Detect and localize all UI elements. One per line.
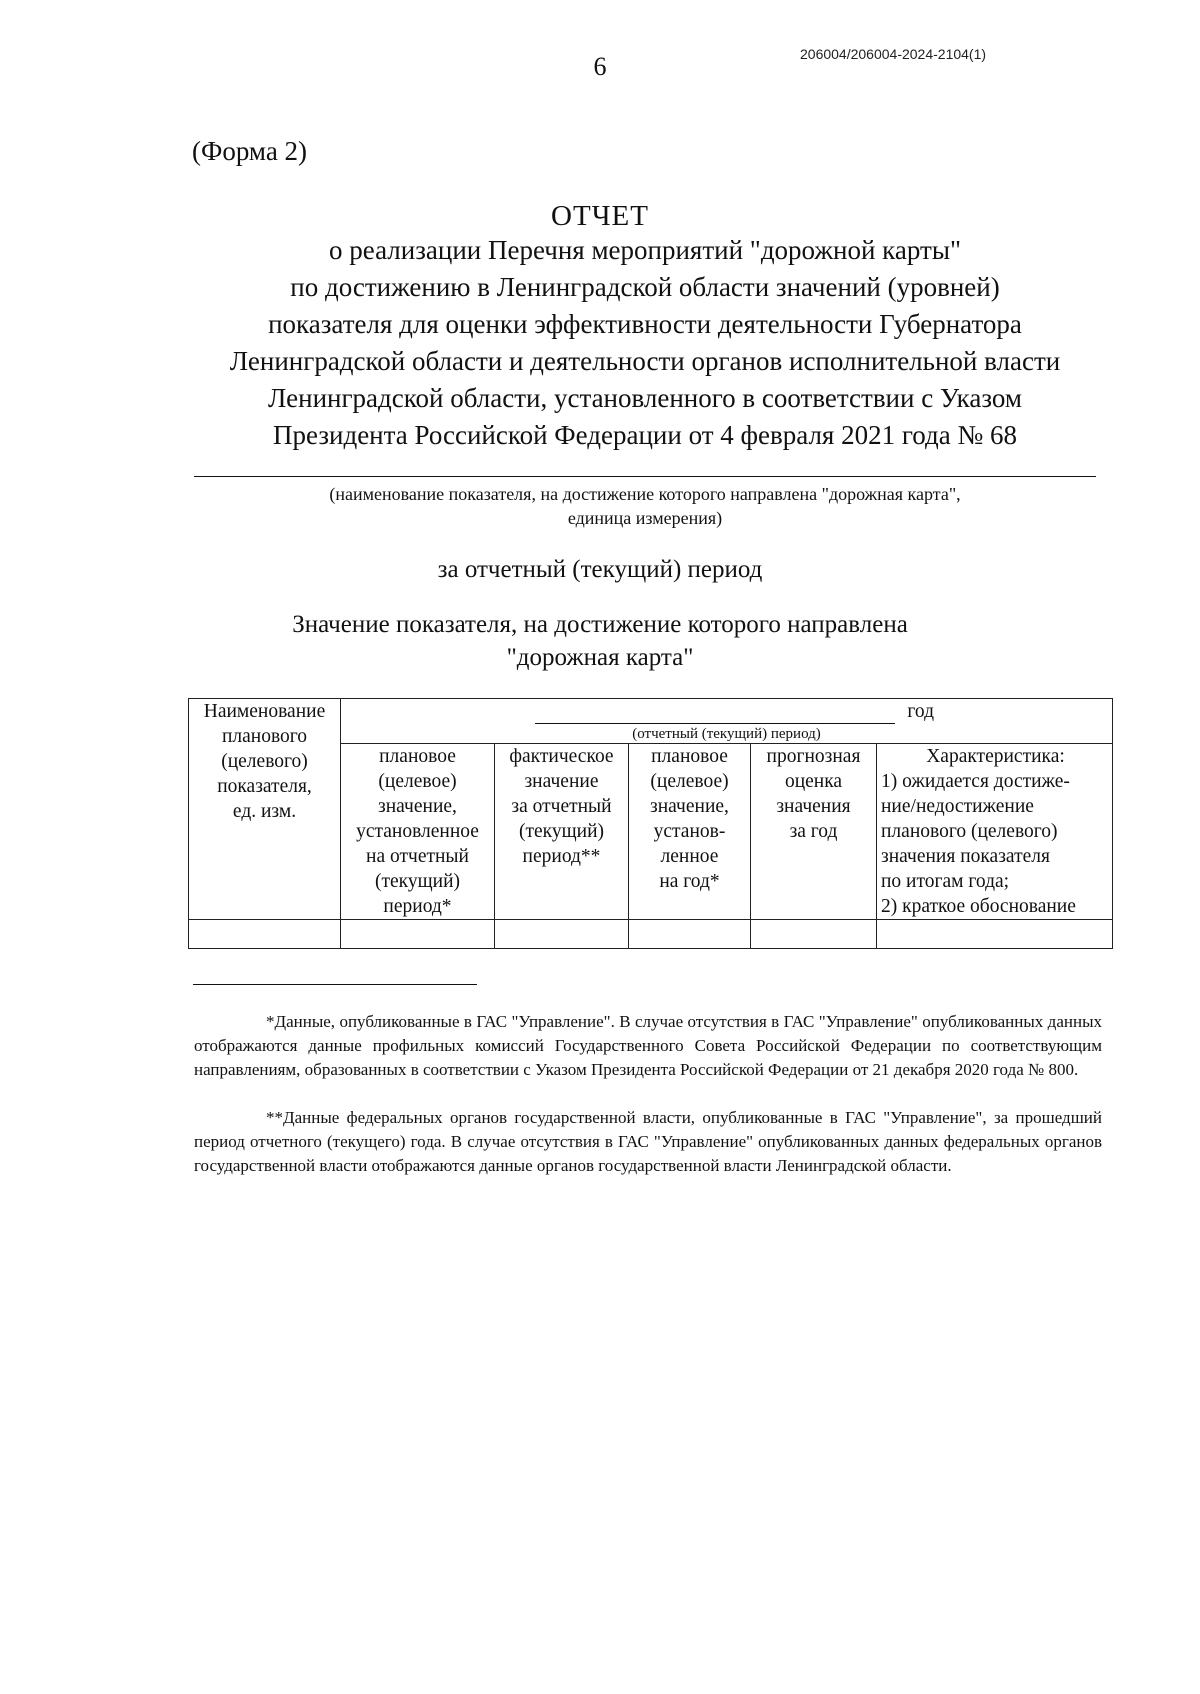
header-cell-forecast: прогнозная оценка значения за год bbox=[751, 744, 877, 920]
caption-line: единица измерения) bbox=[567, 508, 723, 528]
indicator-caption bbox=[194, 482, 1096, 530]
table-cell bbox=[751, 920, 877, 949]
subtitle-line: Ленинградской области и деятельности органов исполнительной власти bbox=[229, 346, 1061, 376]
table-row bbox=[189, 699, 1113, 726]
header-cell-characteristic: Характеристика: 1) ожидается достиже- ние/недостижение планового (целевого) значения показателя по итогам года; 2) краткое обоснование bbox=[877, 744, 1113, 920]
subtitle-line: по достижению в Ленинградской области значений (уровней) bbox=[290, 272, 1000, 302]
value-heading-line: "дорожная карта" bbox=[506, 644, 694, 671]
report-title: ОТЧЕТ bbox=[551, 200, 649, 232]
header-cell-period-caption: (отчетный (текущий) период) bbox=[341, 725, 1113, 744]
header-cell-plan-year: плановое (целевое) значение, установ- ленное на год* bbox=[629, 744, 751, 920]
table-cell bbox=[877, 920, 1113, 949]
header-cell-plan-period: плановое (целевое) значение, установленное на отчетный (текущий) период* bbox=[341, 744, 495, 920]
subtitle-line: о реализации Перечня мероприятий "дорожной карты" bbox=[329, 235, 961, 265]
document-number: 206004/206004-2024-2104(1) bbox=[800, 46, 987, 62]
table-row-empty bbox=[189, 920, 1113, 949]
header-cell-year: год bbox=[341, 699, 1113, 726]
table-cell bbox=[189, 920, 341, 949]
subtitle-line: показателя для оценки эффективности деятельности Губернатора bbox=[268, 309, 1022, 339]
footnote-2: **Данные федеральных органов государственной власти, опубликованные в ГАС "Управление", за прошедший период отчетного (текущего) года. В случае отсутствия в ГАС "Управление" опубликованных данных федеральных органов государственной власти отображаются данные органов государственной власти Ленинградской области. bbox=[194, 1108, 1102, 1175]
period-heading: за отчетный (текущий) период bbox=[437, 556, 763, 583]
footnote-1: *Данные, опубликованные в ГАС "Управление". В случае отсутствия в ГАС "Управление" опубликованных данных отображаются данные профильных комиссий Государственного Совета Российской Федерации по соответствующим направлениям, образованных в соответствии с Указом Президента Российской Федерации от 21 декабря 2020 года № 800. bbox=[194, 1012, 1102, 1079]
caption-line: (наименование показателя, на достижение которого направлена "дорожная карта", bbox=[329, 484, 961, 504]
page-number: 6 bbox=[593, 52, 607, 81]
subtitle-line: Президента Российской Федерации от 4 февраля 2021 года № 68 bbox=[273, 420, 1017, 450]
report-table bbox=[188, 698, 1113, 949]
value-heading-line: Значение показателя, на достижение которого направлена bbox=[292, 611, 908, 638]
value-heading bbox=[200, 608, 1000, 674]
form-label: (Форма 2) bbox=[192, 136, 308, 166]
report-subtitle bbox=[200, 232, 1090, 454]
table-cell bbox=[629, 920, 751, 949]
header-cell-actual: фактическое значение за отчетный (текущий) период** bbox=[495, 744, 629, 920]
subtitle-line: Ленинградской области, установленного в соответствии с Указом bbox=[268, 383, 1022, 413]
footnote-separator bbox=[193, 984, 477, 985]
year-blank-line bbox=[535, 703, 895, 724]
table-cell bbox=[495, 920, 629, 949]
table-cell bbox=[341, 920, 495, 949]
indicator-blank-line bbox=[194, 476, 1096, 477]
header-cell-indicator-name: Наименование планового (целевого) показателя, ед. изм. bbox=[189, 699, 341, 920]
